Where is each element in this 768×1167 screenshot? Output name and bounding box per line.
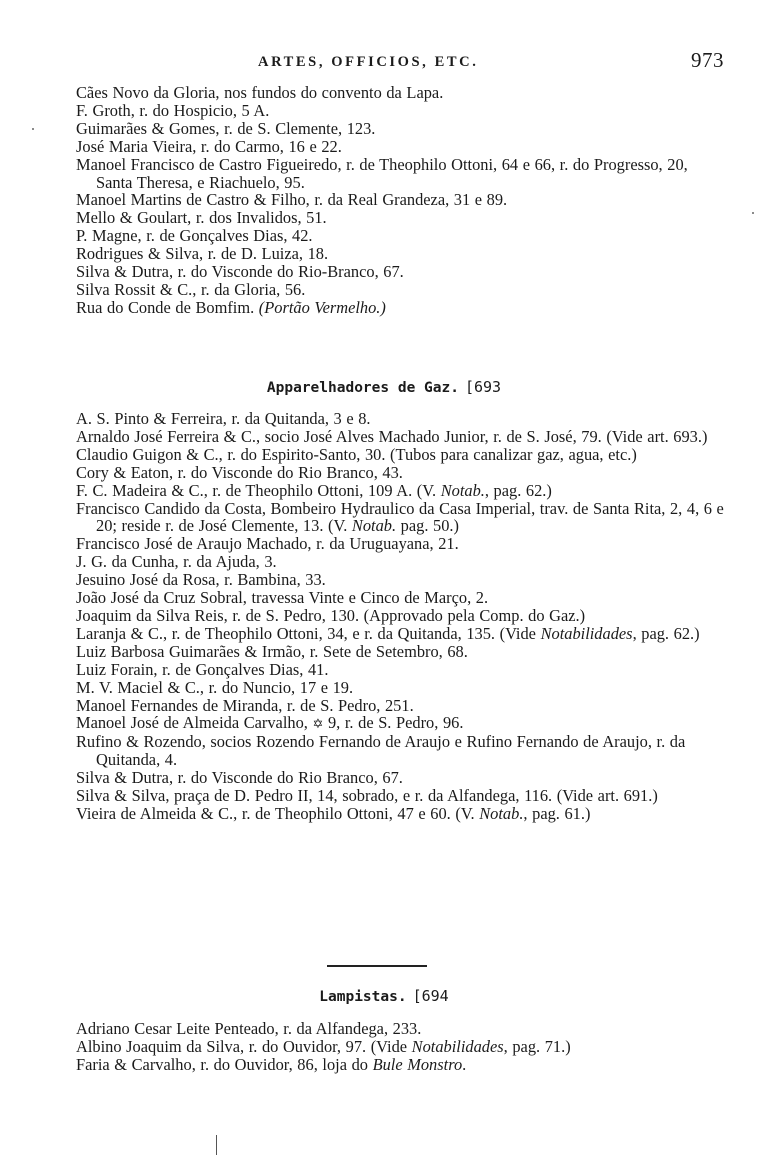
running-header [0, 48, 768, 78]
list-item [76, 733, 726, 769]
entry-text: Luiz Barbosa Guimarães & Irmão, r. Sete de Setembro, 68. [76, 641, 468, 661]
entry-text: Arnaldo José Ferreira & C., socio José Alves Machado Junior, r. de S. José, 79. (Vide art. 693.) [76, 426, 708, 446]
list-item [76, 1056, 726, 1074]
list-item: P. Magne, r. de Gonçalves Dias, 42. [76, 226, 313, 246]
list-item [76, 805, 726, 823]
section-heading-gas [0, 377, 768, 397]
list-item [76, 607, 726, 625]
list-item [76, 1038, 726, 1056]
entry-text: Jesuino José da Rosa, r. Bambina, 33. [76, 570, 326, 590]
entry-tail: . [462, 1054, 467, 1074]
list-item [76, 679, 726, 697]
gas-entries [76, 410, 726, 823]
entry-text: Adriano Cesar Leite Penteado, r. da Alfandega, 233. [76, 1019, 422, 1038]
section-title: Lampistas. [319, 989, 407, 1005]
list-item: Silva Rossit & C., r. da Gloria, 56. [76, 279, 306, 299]
page-number: 973 [691, 48, 724, 72]
entry-text: Faria & Carvalho, r. do Ouvidor, 86, loja do [76, 1054, 368, 1074]
margin-mark [216, 1135, 223, 1155]
entry-italic: Notab. [479, 803, 524, 823]
list-item [76, 482, 726, 500]
section-number: [693 [464, 378, 502, 396]
entry-tail: 9, r. de S. Pedro, 96. [323, 713, 464, 733]
paper-speck [752, 212, 754, 214]
section-heading-lamp [0, 986, 768, 1006]
list-item: José Maria Vieira, r. do Carmo, 16 e 22. [76, 136, 342, 156]
entry-tail: , pag. 61.) [523, 803, 591, 823]
entry-text: M. V. Maciel & C., r. do Nuncio, 17 e 19. [76, 677, 354, 697]
list-item: Cães Novo da Gloria, nos fundos do convento da Lapa. [76, 83, 444, 102]
list-item [76, 1020, 726, 1038]
entry-italic: Notab. [351, 516, 397, 536]
entry-text: João José da Cruz Sobral, travessa Vinte e Cinco de Março, 2. [76, 588, 489, 608]
list-item [76, 500, 726, 536]
entry-text: F. C. Madeira & C., r. de Theophilo Ottoni, 109 A. (V. [76, 480, 437, 500]
entry-text: Silva & Dutra, r. do Visconde do Rio Branco, 67. [76, 768, 403, 788]
list-item [76, 410, 726, 428]
entry-tail: , pag. 71.) [503, 1036, 571, 1056]
entry-text: Claudio Guigon & C., r. do Espirito-Santo, 30. (Tubos para canalizar gaz, agua, etc.) [76, 444, 637, 464]
entry-text: Cory & Eaton, r. do Visconde do Rio Branco, 43. [76, 462, 403, 482]
entry-tail: , pag. 62.) [632, 623, 700, 643]
section-title: Apparelhadores de Gaz. [266, 380, 459, 396]
list-item: Manoel Francisco de Castro Figueiredo, r. de Theophilo Ottoni, 64 e 66, r. do Progresso, 20, Santa Theresa, e Riachuelo, 95. [76, 154, 688, 192]
entry-text: Rufino & Rozendo, socios Rozendo Fernando de Araujo e Rufino Fernando de Araujo, r. da Quitanda, 4. [76, 732, 686, 770]
entry-italic: Notabilidades [411, 1036, 504, 1056]
entry-text: Manoel Fernandes de Miranda, r. de S. Pedro, 251. [76, 695, 414, 715]
list-item: Manoel Martins de Castro & Filho, r. da Real Grandeza, 31 e 89. [76, 190, 508, 210]
entry-text: A. S. Pinto & Ferreira, r. da Quitanda, 3 e 8. [76, 409, 371, 428]
entry-text: Francisco José de Araujo Machado, r. da Uruguayana, 21. [76, 534, 459, 554]
entry-text: Francisco Candido da Costa, Bombeiro Hydraulico da Casa Imperial, trav. de Santa Rita, 2, 4, 6 e 20; reside r. de José Clemente, 13. (V. [76, 498, 724, 536]
section-number: [694 [412, 987, 449, 1005]
list-item: Mello & Goulart, r. dos Invalidos, 51. [76, 208, 327, 228]
entry-italic: Notabilidades [540, 623, 633, 643]
intro-entries [76, 84, 726, 317]
list-item [76, 643, 726, 661]
entry-text: Manoel José de Almeida Carvalho, [76, 713, 308, 733]
list-item [76, 571, 726, 589]
list-item: Silva & Dutra, r. do Visconde do Rio-Branco, 67. [76, 262, 404, 282]
entry-tail: , pag. 62.) [484, 480, 552, 500]
entry-text: Laranja & C., r. de Theophilo Ottoni, 34, e r. da Quitanda, 135. (Vide [76, 623, 536, 643]
entry-text: J. G. da Cunha, r. da Ajuda, 3. [76, 552, 277, 572]
list-item: Rodrigues & Silva, r. de D. Luiza, 18. [76, 244, 329, 264]
entry-text: Vieira de Almeida & C., r. de Theophilo Ottoni, 47 e 60. (V. [76, 803, 475, 823]
star-symbol: ✡ [312, 716, 324, 732]
entry-text: Albino Joaquim da Silva, r. do Ouvidor, 97. (Vide [76, 1036, 408, 1056]
entry-text: Joaquim da Silva Reis, r. de S. Pedro, 130. (Approvado pela Comp. do Gaz.) [76, 605, 586, 625]
list-item [76, 428, 726, 446]
entry-italic: Notab. [440, 480, 485, 500]
list-item [76, 589, 726, 607]
list-item [76, 625, 726, 643]
header-title: ARTES, OFFICIOS, ETC. [258, 54, 479, 70]
list-item [76, 464, 726, 482]
list-item [76, 535, 726, 553]
list-item [76, 299, 726, 317]
list-item [76, 553, 726, 571]
entry-text: Rua do Conde de Bomfim. [76, 297, 255, 317]
entry-tail: pag. 50.) [396, 516, 459, 536]
entry-italic: Bule Monstro [372, 1054, 463, 1074]
list-item [76, 661, 726, 679]
entry-text: Luiz Forain, r. de Gonçalves Dias, 41. [76, 659, 329, 679]
paper-speck [32, 128, 34, 130]
list-item [76, 446, 726, 464]
list-item [76, 697, 726, 715]
list-item [76, 769, 726, 787]
entry-text: Silva & Silva, praça de D. Pedro II, 14, sobrado, e r. da Alfandega, 116. (Vide art. 691.) [76, 786, 658, 806]
lamp-entries [76, 1020, 726, 1074]
list-item: Guimarães & Gomes, r. de S. Clemente, 123. [76, 118, 376, 138]
entry-italic: (Portão Vermelho.) [258, 297, 386, 317]
list-item [76, 714, 726, 733]
section-divider [327, 965, 427, 967]
list-item: F. Groth, r. do Hospicio, 5 A. [76, 100, 270, 120]
list-item [76, 787, 726, 805]
